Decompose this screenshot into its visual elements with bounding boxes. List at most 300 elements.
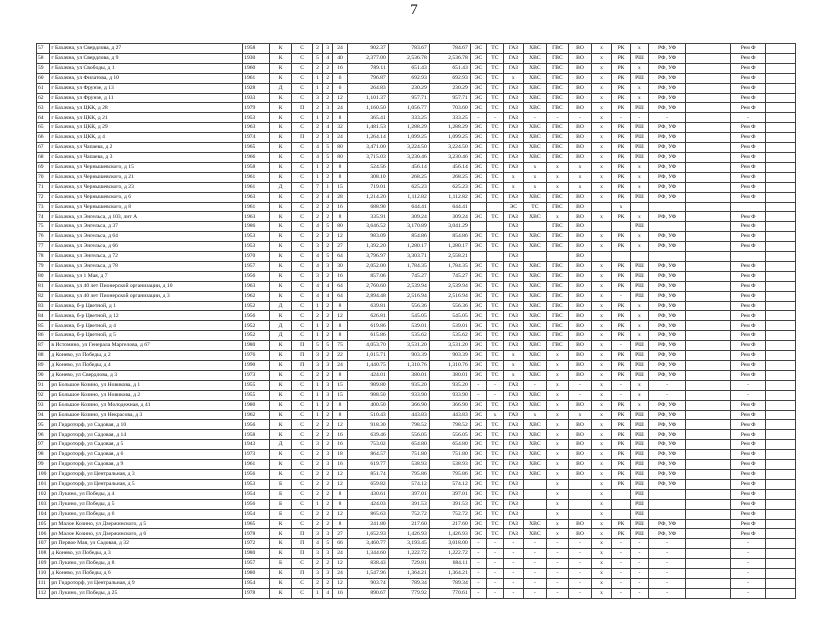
table-cell: 545.05 xyxy=(388,311,429,321)
table-cell: К xyxy=(269,63,292,73)
table-cell: - xyxy=(630,569,648,579)
table-cell: 1,280.17 xyxy=(388,242,429,252)
table-cell: - xyxy=(524,549,547,559)
table-cell xyxy=(766,44,796,54)
table-cell: ГВС xyxy=(546,63,569,73)
table-cell: х xyxy=(524,410,547,420)
table-cell: 1952 xyxy=(243,301,270,311)
table-cell xyxy=(686,182,731,192)
table-cell: 6 xyxy=(333,73,347,83)
table-cell: РФ, УФ xyxy=(649,400,686,410)
table-cell: 1,015.71 xyxy=(347,351,388,361)
table-cell: ВО xyxy=(569,529,592,539)
table-cell: 1980 xyxy=(243,341,270,351)
table-cell: - xyxy=(649,390,686,400)
table-cell: 8 xyxy=(333,162,347,172)
table-cell: х xyxy=(630,93,648,103)
table-cell: х xyxy=(630,232,648,242)
table-cell: - xyxy=(524,539,547,549)
table-cell: 3 xyxy=(323,361,333,371)
table-cell: 625.23 xyxy=(429,182,470,192)
table-cell: П xyxy=(292,341,313,351)
table-cell: - xyxy=(503,549,524,559)
table-cell: 4 xyxy=(312,261,322,271)
table-cell xyxy=(766,440,796,450)
table-cell: ЭС xyxy=(470,291,486,301)
table-cell xyxy=(686,331,731,341)
table-cell: - xyxy=(569,390,592,400)
table-cell: г Бахачна, ул Чернышевского, д 21 xyxy=(50,172,243,182)
table-cell: г Бахачна, ул Чапаева, д 2 xyxy=(50,143,243,153)
table-row xyxy=(37,559,796,569)
table-cell: 2 xyxy=(312,212,322,222)
table-row xyxy=(37,252,796,262)
table-cell: ЭС xyxy=(470,460,486,470)
table-cell: - xyxy=(731,113,766,123)
table-cell: - xyxy=(649,380,686,390)
table-cell: РШ xyxy=(630,123,648,133)
table-cell: С xyxy=(292,182,313,192)
table-cell: 795.86 xyxy=(429,469,470,479)
table-cell: РШ xyxy=(630,420,648,430)
table-cell: РФ, УФ xyxy=(649,430,686,440)
table-cell: ТС xyxy=(487,499,503,509)
table-cell xyxy=(686,242,731,252)
table-cell: 789.11 xyxy=(347,63,388,73)
table-cell: Д xyxy=(269,321,292,331)
table-cell xyxy=(686,143,731,153)
table-cell: ВО xyxy=(569,73,592,83)
table-cell: г Бахачна, ул Чернышевского, д 8 xyxy=(50,202,243,212)
table-cell xyxy=(766,578,796,588)
table-cell: 4 xyxy=(312,252,322,262)
table-cell xyxy=(612,252,630,262)
table-cell: ВО xyxy=(569,222,592,232)
table-cell: 1,364.21 xyxy=(388,569,429,579)
table-cell: рп Большое Козино, ул Новикова, д 1 xyxy=(50,380,243,390)
table-cell: 2 xyxy=(323,321,333,331)
table-cell: 12 xyxy=(333,232,347,242)
table-cell: 8 xyxy=(333,370,347,380)
table-cell: х xyxy=(546,499,569,509)
table-cell: РК xyxy=(612,479,630,489)
table-cell: РФ, УФ xyxy=(649,182,686,192)
table-cell: 538.93 xyxy=(429,460,470,470)
table-cell: 366.90 xyxy=(429,400,470,410)
table-cell xyxy=(766,341,796,351)
table-cell: - xyxy=(731,578,766,588)
table-cell: ЭС xyxy=(470,331,486,341)
table-cell: х xyxy=(591,370,612,380)
table-cell: 1980 xyxy=(243,400,270,410)
table-cell: К xyxy=(269,460,292,470)
table-cell: ЭС xyxy=(470,162,486,172)
table-cell xyxy=(487,202,503,212)
table-cell: х xyxy=(591,361,612,371)
table-cell: 85 xyxy=(37,321,50,331)
table-cell: РК xyxy=(612,242,630,252)
table-cell: 918.30 xyxy=(347,420,388,430)
table-cell: ГАЗ xyxy=(503,499,524,509)
table-cell: ТС xyxy=(487,361,503,371)
table-cell: - xyxy=(524,569,547,579)
table-cell: х xyxy=(612,202,630,212)
table-cell: 1963 xyxy=(243,281,270,291)
table-cell: ЭС xyxy=(470,351,486,361)
table-cell: ХВС xyxy=(524,242,547,252)
table-cell: х xyxy=(591,430,612,440)
table-cell: 4 xyxy=(323,291,333,301)
table-cell: РК xyxy=(612,450,630,460)
table-row xyxy=(37,83,796,93)
table-cell: 73 xyxy=(37,202,50,212)
table-cell: ГАЗ xyxy=(503,430,524,440)
table-cell: РК xyxy=(612,261,630,271)
table-cell: ГВС xyxy=(546,93,569,103)
table-cell: 933.90 xyxy=(388,390,429,400)
table-cell: 1953 xyxy=(243,242,270,252)
table-cell: х xyxy=(546,182,569,192)
table-cell xyxy=(591,252,612,262)
table-cell: РФ, УФ xyxy=(649,370,686,380)
table-cell: 2 xyxy=(312,420,322,430)
table-cell: Б xyxy=(269,509,292,519)
table-cell: ХВС xyxy=(524,123,547,133)
table-cell: 3 xyxy=(323,103,333,113)
table-cell: РФ, УФ xyxy=(649,410,686,420)
table-cell: ГАЗ xyxy=(503,152,524,162)
table-cell: 75 xyxy=(333,341,347,351)
table-cell: - xyxy=(569,539,592,549)
table-cell: 92 xyxy=(37,390,50,400)
table-cell: ГАЗ xyxy=(503,291,524,301)
table-cell: 2 xyxy=(323,331,333,341)
table-cell: 3 xyxy=(312,549,322,559)
table-cell: Рем Ф xyxy=(731,410,766,420)
table-cell: Рем Ф xyxy=(731,311,766,321)
table-cell: С xyxy=(292,499,313,509)
table-cell: Рем Ф xyxy=(731,133,766,143)
table-cell: 1,222.72 xyxy=(388,549,429,559)
table-cell: рп Лукино, ул Победы, д 8 xyxy=(50,559,243,569)
table-cell: 103 xyxy=(37,499,50,509)
table-cell: х xyxy=(591,152,612,162)
table-cell: 2 xyxy=(323,93,333,103)
table-cell: ГАЗ xyxy=(503,222,524,232)
table-cell: 333.25 xyxy=(429,113,470,123)
table-cell: г Бахачна, б-р Цветной, д 5 xyxy=(50,331,243,341)
table-cell: ХВС xyxy=(524,430,547,440)
table-cell xyxy=(766,351,796,361)
table-cell: Рем Ф xyxy=(731,509,766,519)
table-cell: 3 xyxy=(323,261,333,271)
table-cell: С xyxy=(292,212,313,222)
table-cell xyxy=(470,222,486,232)
table-cell: х xyxy=(591,460,612,470)
table-cell xyxy=(470,252,486,262)
table-cell: рп Большое Козино, ул Новикова, д 2 xyxy=(50,390,243,400)
table-cell: К xyxy=(269,93,292,103)
table-cell: К xyxy=(269,212,292,222)
table-cell: 2,516.94 xyxy=(429,291,470,301)
table-row xyxy=(37,232,796,242)
table-cell: х xyxy=(546,509,569,519)
table-cell: 2 xyxy=(312,370,322,380)
table-cell: 67 xyxy=(37,143,50,153)
table-cell: - xyxy=(731,559,766,569)
table-cell: ГВС xyxy=(546,261,569,271)
table-cell: ВО xyxy=(569,261,592,271)
table-cell: ТС xyxy=(487,172,503,182)
table-cell: 1957 xyxy=(243,261,270,271)
table-cell: 16 xyxy=(333,440,347,450)
table-cell: х xyxy=(591,133,612,143)
table-cell: ТС xyxy=(524,202,547,212)
table-cell: г Бахачна, ул Энгельса, д 72 xyxy=(50,252,243,262)
table-cell: ЭС xyxy=(470,311,486,321)
table-row xyxy=(37,469,796,479)
table-cell: 654.80 xyxy=(388,440,429,450)
table-row xyxy=(37,152,796,162)
table-cell: Рем Ф xyxy=(731,44,766,54)
table-cell: - xyxy=(487,588,503,598)
table-cell: - xyxy=(630,549,648,559)
table-cell: ТС xyxy=(487,519,503,529)
table-cell: - xyxy=(524,578,547,588)
table-cell: РФ, УФ xyxy=(649,479,686,489)
table-cell: 2,894.48 xyxy=(347,291,388,301)
table-cell: ЭС xyxy=(470,519,486,529)
table-cell: Рем Ф xyxy=(731,440,766,450)
table-cell: К xyxy=(269,430,292,440)
table-cell xyxy=(686,460,731,470)
table-cell: 4 xyxy=(323,53,333,63)
table-cell: х xyxy=(591,83,612,93)
table-cell: К xyxy=(269,242,292,252)
table-cell: 1961 xyxy=(243,172,270,182)
table-cell: К xyxy=(269,252,292,262)
table-cell: С xyxy=(292,390,313,400)
table-cell: 989.80 xyxy=(347,380,388,390)
table-cell: 97 xyxy=(37,440,50,450)
table-cell: х xyxy=(591,519,612,529)
table-cell: 1958 xyxy=(243,162,270,172)
table-cell: 1952 xyxy=(243,331,270,341)
table-cell xyxy=(766,83,796,93)
table-cell: ГАЗ xyxy=(503,301,524,311)
table-cell: 2 xyxy=(323,509,333,519)
table-cell: Рем Ф xyxy=(731,361,766,371)
table-cell: 63 xyxy=(37,103,50,113)
table-cell: 16 xyxy=(333,460,347,470)
table-cell: Д xyxy=(269,83,292,93)
table-cell xyxy=(766,380,796,390)
table-cell: ГАЗ xyxy=(503,420,524,430)
table-cell: г Бахачна, ул Энгельса, д 64 xyxy=(50,232,243,242)
table-cell: РФ, УФ xyxy=(649,172,686,182)
table-cell: х xyxy=(569,162,592,172)
table-cell: 16 xyxy=(333,271,347,281)
table-cell: 105 xyxy=(37,519,50,529)
table-cell: ВО xyxy=(569,420,592,430)
table-cell: 1961 xyxy=(243,202,270,212)
table-cell: ТС xyxy=(487,341,503,351)
table-cell: Рем Ф xyxy=(731,232,766,242)
table-cell: С xyxy=(292,519,313,529)
table-cell: П xyxy=(292,549,313,559)
table-cell: 1 xyxy=(312,83,322,93)
table-cell: ВО xyxy=(569,370,592,380)
table-cell xyxy=(686,202,731,212)
table-cell: х xyxy=(630,172,648,182)
table-cell: РШ xyxy=(630,152,648,162)
table-cell: 3 xyxy=(312,440,322,450)
table-cell: 2 xyxy=(323,559,333,569)
table-cell: К xyxy=(269,192,292,202)
table-cell: 4 xyxy=(312,222,322,232)
table-row xyxy=(37,73,796,83)
table-cell: ГВС xyxy=(546,331,569,341)
table-cell: 69 xyxy=(37,162,50,172)
table-cell: 66 xyxy=(333,539,347,549)
table-cell: К xyxy=(269,539,292,549)
table-cell: ХВС xyxy=(524,53,547,63)
table-cell: ХВС xyxy=(524,261,547,271)
table-cell: 1,310.76 xyxy=(388,361,429,371)
table-cell: х xyxy=(487,410,503,420)
table-cell: ТС xyxy=(487,103,503,113)
table-cell: 102 xyxy=(37,489,50,499)
table-cell: 40 xyxy=(333,53,347,63)
table-cell: - xyxy=(487,113,503,123)
table-cell xyxy=(569,479,592,489)
table-cell: ТС xyxy=(487,192,503,202)
table-cell: - xyxy=(630,539,648,549)
table-cell: 3,796.97 xyxy=(347,252,388,262)
table-cell: - xyxy=(649,569,686,579)
table-cell: 70 xyxy=(37,172,50,182)
table-cell: Рем Ф xyxy=(731,162,766,172)
table-cell: РФ, УФ xyxy=(649,321,686,331)
table-cell xyxy=(766,281,796,291)
table-cell: 12 xyxy=(333,559,347,569)
table-cell: 22 xyxy=(333,351,347,361)
table-cell: г Бахачна, ул Фрунзе, д 11 xyxy=(50,93,243,103)
table-cell: ЭС xyxy=(470,44,486,54)
table-cell: 556.36 xyxy=(429,301,470,311)
table-cell xyxy=(686,321,731,331)
table-cell: С xyxy=(292,410,313,420)
table-cell: х xyxy=(546,430,569,440)
table-cell: х xyxy=(503,172,524,182)
table-cell: 935.20 xyxy=(429,380,470,390)
table-cell: 217.60 xyxy=(429,519,470,529)
table-cell: - xyxy=(630,113,648,123)
table-cell xyxy=(766,143,796,153)
table-row xyxy=(37,192,796,202)
table-cell: 2 xyxy=(323,370,333,380)
table-cell xyxy=(686,113,731,123)
table-cell: 2 xyxy=(323,400,333,410)
table-cell: ХВС xyxy=(524,63,547,73)
table-cell: - xyxy=(569,549,592,559)
table-cell: ТС xyxy=(487,271,503,281)
table-cell: 32 xyxy=(333,123,347,133)
table-cell xyxy=(686,222,731,232)
table-cell: ХВС xyxy=(524,331,547,341)
table-cell: 2 xyxy=(323,420,333,430)
table-cell: К xyxy=(269,291,292,301)
table-cell: 1,288.29 xyxy=(429,123,470,133)
table-cell: - xyxy=(612,539,630,549)
table-cell xyxy=(766,103,796,113)
table-cell: х xyxy=(591,261,612,271)
table-cell: 3,041.29 xyxy=(429,222,470,232)
table-cell: - xyxy=(470,380,486,390)
table-cell xyxy=(766,569,796,579)
table-cell: ЭС xyxy=(470,410,486,420)
table-cell xyxy=(686,281,731,291)
table-cell: х xyxy=(591,301,612,311)
table-cell: ХВС xyxy=(524,450,547,460)
table-cell: 688.90 xyxy=(347,202,388,212)
table-cell: ВО xyxy=(569,450,592,460)
table-cell: РК xyxy=(612,182,630,192)
table-cell: ГАЗ xyxy=(503,331,524,341)
table-cell xyxy=(686,400,731,410)
table-cell: 4,053.70 xyxy=(347,341,388,351)
table-cell: 8 xyxy=(333,499,347,509)
table-cell: РФ, УФ xyxy=(649,469,686,479)
table-cell: Рем Ф xyxy=(731,321,766,331)
table-cell: х xyxy=(591,400,612,410)
table-cell: 1,280.17 xyxy=(429,242,470,252)
table-cell: 2 xyxy=(323,271,333,281)
table-cell: ГАЗ xyxy=(503,321,524,331)
table-cell: 24 xyxy=(333,569,347,579)
table-cell: 3,170.89 xyxy=(388,222,429,232)
table-cell: х xyxy=(591,469,612,479)
table-cell xyxy=(649,499,686,509)
table-row xyxy=(37,311,796,321)
table-cell: 770.61 xyxy=(429,588,470,598)
table-cell: 3,230.46 xyxy=(429,152,470,162)
table-cell: ЭС xyxy=(470,469,486,479)
table-cell: 556.36 xyxy=(388,301,429,311)
table-cell: 12 xyxy=(333,479,347,489)
table-cell: ГАЗ xyxy=(503,53,524,63)
table-cell: 366.90 xyxy=(388,400,429,410)
table-cell: 109 xyxy=(37,559,50,569)
table-cell: 1952 xyxy=(243,321,270,331)
table-cell: - xyxy=(649,113,686,123)
table-cell: 2 xyxy=(323,301,333,311)
table-cell: 5 xyxy=(323,539,333,549)
table-cell: ГВС xyxy=(546,123,569,133)
table-cell: ГАЗ xyxy=(503,400,524,410)
table-cell: г Бахачна, ул Чернышевского, д 6 xyxy=(50,192,243,202)
table-row xyxy=(37,509,796,519)
table-cell: ВО xyxy=(569,460,592,470)
table-cell: рп Лукино, ул Победы, д 6 xyxy=(50,509,243,519)
table-cell: 93 xyxy=(37,400,50,410)
table-cell: РШ xyxy=(630,509,648,519)
table-cell: - xyxy=(546,569,569,579)
table-cell: х xyxy=(630,400,648,410)
table-cell: г Бахачна, б-р Цветной, д 1 xyxy=(50,301,243,311)
table-row xyxy=(37,410,796,420)
table-cell: ВО xyxy=(569,123,592,133)
